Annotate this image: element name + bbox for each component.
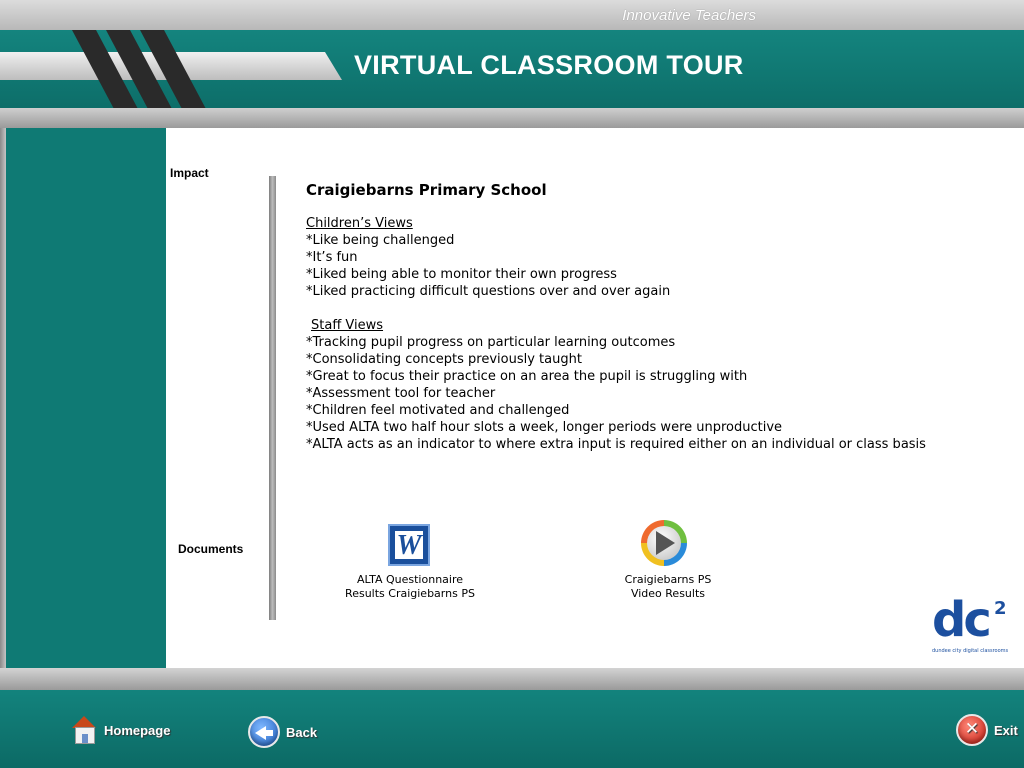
list-item: *Assessment tool for teacher xyxy=(306,386,496,401)
school-name: Craigiebarns Primary School xyxy=(306,181,547,199)
list-item: *Children feel motivated and challenged xyxy=(306,403,570,418)
page-title: VIRTUAL CLASSROOM TOUR xyxy=(354,50,744,80)
list-item: *Great to focus their practice on an area the pupil is struggling with xyxy=(306,369,748,384)
document-title-line[interactable]: ALTA Questionnaire xyxy=(356,573,464,586)
top-bar xyxy=(0,0,1024,30)
brand-text: Innovative Teachers xyxy=(622,7,756,24)
close-icon: ✕ xyxy=(956,714,988,746)
logo-letters: dc xyxy=(932,592,989,648)
header-separator xyxy=(0,108,1024,128)
list-item: *Consolidating concepts previously taught xyxy=(306,352,582,367)
back-label: Back xyxy=(286,724,318,740)
video-play-icon[interactable] xyxy=(641,520,687,566)
home-icon xyxy=(70,716,98,744)
impact-text xyxy=(306,182,1006,453)
list-item: *Used ALTA two half hour slots a week, longer periods were unproductive xyxy=(306,420,783,435)
back-button[interactable] xyxy=(248,716,317,748)
document-link-questionnaire[interactable] xyxy=(336,573,484,601)
impact-label: Impact xyxy=(170,166,209,180)
document-link-video[interactable] xyxy=(604,573,732,601)
vertical-divider xyxy=(269,176,276,620)
list-item: *Liked being able to monitor their own progress xyxy=(306,267,617,282)
list-item: *ALTA acts as an indicator to where extra input is required either on an individual or class basis xyxy=(306,437,926,452)
footer-separator xyxy=(0,668,1024,690)
documents-label: Documents xyxy=(178,542,244,556)
list-item: *Like being challenged xyxy=(306,233,455,248)
back-arrow-icon xyxy=(248,716,280,748)
word-document-icon[interactable]: W xyxy=(388,524,430,566)
document-title-line[interactable]: Craigiebarns PS xyxy=(624,573,712,586)
list-item: *It’s fun xyxy=(306,250,358,265)
document-title-line[interactable]: Results Craigiebarns PS xyxy=(345,587,475,600)
logo-superscript: 2 xyxy=(994,598,1007,619)
homepage-label: Homepage xyxy=(104,722,171,738)
list-item: *Tracking pupil progress on particular learning outcomes xyxy=(306,335,676,350)
left-edge xyxy=(0,128,6,668)
document-title-line[interactable]: Video Results xyxy=(630,587,706,600)
staff-views-heading: Staff Views xyxy=(311,318,384,333)
children-views-heading: Children’s Views xyxy=(306,216,413,231)
dc2-logo xyxy=(932,592,1016,658)
exit-button[interactable] xyxy=(956,714,1018,746)
homepage-button[interactable] xyxy=(70,716,170,744)
exit-label: Exit xyxy=(994,722,1018,738)
logo-tagline: dundee city digital classrooms xyxy=(932,648,1009,654)
header-stripes-decoration xyxy=(72,30,222,108)
left-strip xyxy=(0,128,166,668)
list-item: *Liked practicing difficult questions over and over again xyxy=(306,284,671,299)
